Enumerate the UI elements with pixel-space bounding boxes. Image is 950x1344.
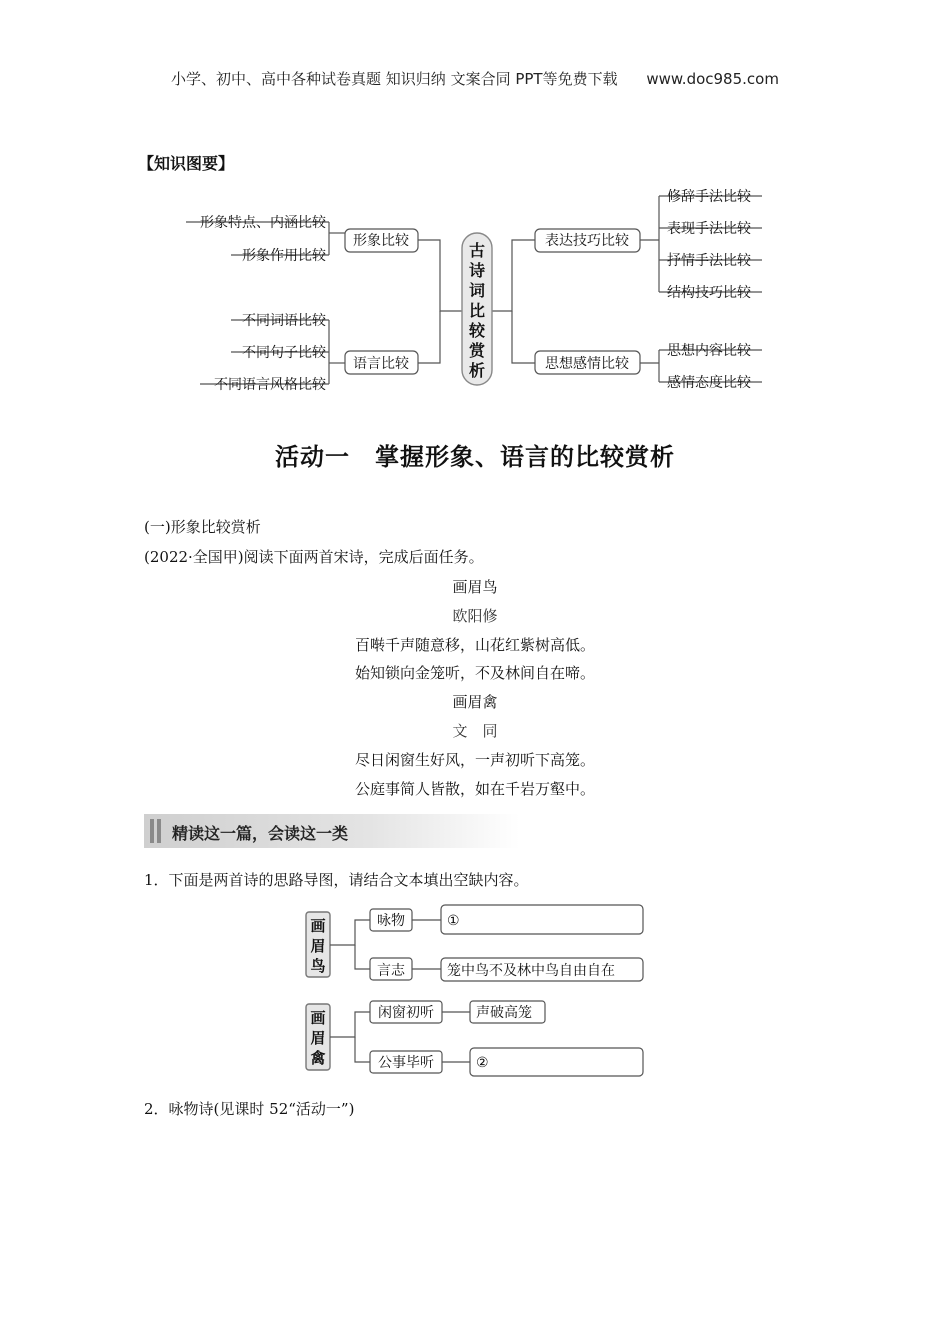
mindmap-center-char: 析: [468, 361, 486, 380]
flow-value-label: 笼中鸟不及林中鸟自由自在: [447, 963, 615, 979]
mindmap-leaf-label: 结构技巧比较: [667, 285, 751, 301]
mindmap-leaf-label: 不同语言风格比较: [214, 377, 326, 393]
reading-banner: [144, 814, 520, 848]
flow-key-label: 公事毕听: [378, 1055, 434, 1071]
mindmap-leaf-label: 不同词语比较: [242, 313, 326, 329]
question-1: 1．下面是两首诗的思路导图，请结合文本填出空缺内容。: [144, 871, 529, 889]
banner-bar: [157, 819, 161, 843]
flow-poem2-label-char: 画: [310, 1009, 326, 1027]
poem2-line: 尽日闲窗生好风，一声初听下高笼。: [354, 751, 595, 769]
mindmap-center-char: 比: [468, 301, 486, 320]
instruction: (2022·全国甲)阅读下面两首宋诗，完成后面任务。: [144, 548, 484, 566]
section-label: 【知识图要】: [138, 154, 235, 173]
flow-key-label: 言志: [377, 963, 405, 979]
flow-poem1-label-char: 眉: [310, 937, 326, 955]
poem1-author: 欧阳修: [452, 607, 498, 625]
flow-poem1-label-char: 鸟: [310, 957, 326, 975]
flow-answer-box-2: [470, 1048, 643, 1076]
mindmap-leaf-label: 形象作用比较: [242, 248, 326, 264]
mindmap-leaf-label: 修辞手法比较: [667, 189, 751, 205]
poem2-title: 画眉禽: [452, 693, 498, 711]
mindmap-leaf-label: 形象特点、内涵比较: [200, 215, 326, 231]
activity-title: 活动一 掌握形象、语言的比较赏析: [275, 443, 675, 471]
banner-bar: [150, 819, 154, 843]
mindmap-node-label: 语言比较: [353, 356, 409, 372]
mindmap-leaf-label: 抒情手法比较: [667, 253, 751, 269]
flow-value-label: 声破高笼: [476, 1005, 532, 1021]
poem1-line: 始知锁向金笼听，不及林间自在啼。: [354, 664, 595, 682]
mindmap-leaf-label: 表现手法比较: [667, 221, 751, 237]
page-header: [0, 68, 950, 89]
poem2-line: 公庭事简人皆散，如在千岩万壑中。: [354, 780, 595, 798]
question-2: 2．咏物诗(见课时 52“活动一”): [144, 1100, 355, 1118]
knowledge-mindmap: [186, 178, 776, 400]
mindmap-center-char: 古: [468, 241, 486, 260]
poem-flow-diagram: [300, 900, 650, 1080]
poem1-title: 画眉鸟: [452, 578, 498, 596]
flow-key-label: 咏物: [377, 913, 405, 929]
mindmap-node-label: 形象比较: [353, 233, 409, 249]
flow-answer-box-1: [441, 905, 643, 934]
flow-value-label: ②: [476, 1055, 489, 1071]
header-text: 小学、初中、高中各种试卷真题 知识归纳 文案合同 PPT等免费下载: [171, 70, 618, 88]
mindmap-node-label: 思想感情比较: [545, 356, 629, 372]
header-site-link[interactable]: www.doc985.com: [646, 70, 779, 88]
poem2-author: 文 同: [452, 722, 498, 740]
flow-key-label: 闲窗初听: [378, 1005, 434, 1021]
mindmap-node-label: 表达技巧比较: [545, 233, 629, 249]
poem1-line: 百啭千声随意移，山花红紫树高低。: [354, 636, 595, 654]
mindmap-leaf-label: 思想内容比较: [667, 343, 751, 359]
mindmap-leaf-label: 感情态度比较: [667, 375, 751, 391]
flow-poem1-label-char: 画: [310, 917, 326, 935]
flow-value-label: ①: [447, 913, 460, 929]
flow-poem2-label-char: 禽: [310, 1049, 326, 1067]
subheading: (一)形象比较赏析: [144, 518, 261, 536]
mindmap-center-char: 词: [468, 281, 486, 300]
mindmap-leaf-label: 不同句子比较: [242, 345, 326, 361]
banner-text: 精读这一篇，会读这一类: [172, 824, 349, 843]
mindmap-center-char: 诗: [468, 261, 486, 280]
flow-poem2-label-char: 眉: [310, 1029, 326, 1047]
mindmap-center-char: 赏: [468, 341, 486, 360]
mindmap-center-char: 较: [468, 321, 486, 340]
